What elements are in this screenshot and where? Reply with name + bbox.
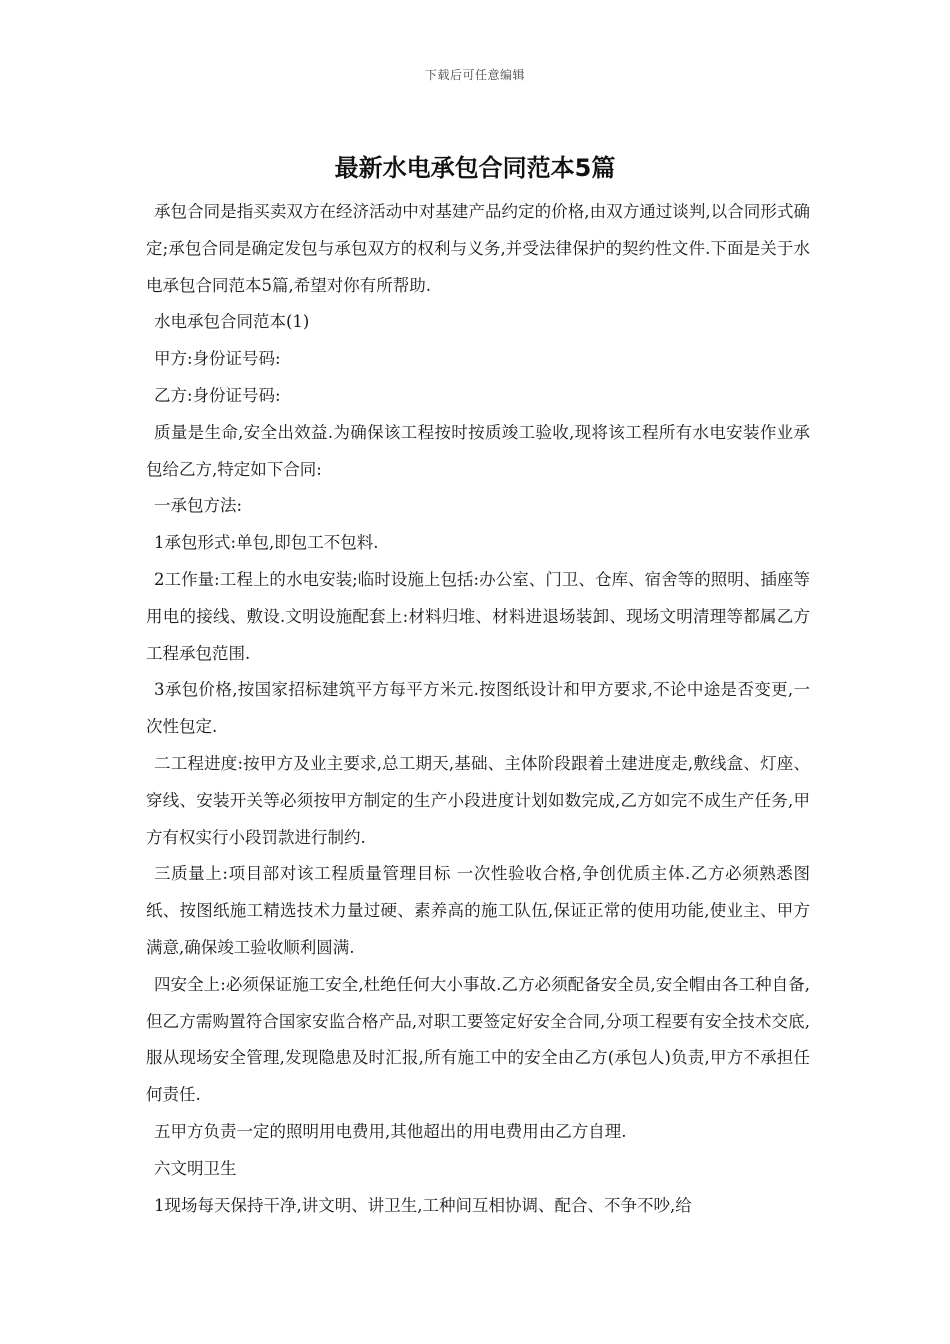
paragraph-clause-4: 四安全上:必须保证施工安全,杜绝任何大小事故.乙方必须配备安全员,安全帽由各工种自备,但乙方需购置符合国家安监合格产品,对职工要签定好安全合同,分项工程要有安全技术交底,服从现场安全管理,发现隐患及时汇报,所有施工中的安全由乙方(承包人)负责,甲方不承担任何责任. (146, 974, 810, 1105)
paragraph-preamble: 质量是生命,安全出效益.为确保该工程按时按质竣工验收,现将该工程所有水电安装作业承包给乙方,特定如下合同: (146, 422, 810, 479)
paragraph-intro: 承包合同是指买卖双方在经济活动中对基建产品约定的价格,由双方通过谈判,以合同形式确定;承包合同是确定发包与承包双方的权利与义务,并受法律保护的契约性文件.下面是关于水电承包合同范本5篇,希望对你有所帮助. (146, 202, 810, 295)
paragraph-clause-2: 二工程进度:按甲方及业主要求,总工期天,基础、主体阶段跟着土建进度走,敷线盒、灯座、穿线、安装开关等必须按甲方制定的生产小段进度计划如数完成,乙方如完不成生产任务,甲方有权实行小段罚款进行制约. (146, 753, 810, 847)
document-title: 最新水电承包合同范本5篇 (334, 154, 616, 182)
document-body (146, 194, 810, 1224)
paragraph-clause-1-3: 3承包价格,按国家招标建筑平方每平方米元.按图纸设计和甲方要求,不论中途是否变更,一次性包定. (146, 680, 810, 737)
paragraph-clause-1-1: 1承包形式:单包,即包工不包料. (154, 533, 379, 553)
paragraph-party-a: 甲方:身份证号码: (154, 349, 281, 369)
paragraph-clause-1-heading: 一承包方法: (154, 496, 243, 516)
paragraph-section-heading: 水电承包合同范本(1) (154, 312, 310, 332)
page-header-note: 下载后可任意编辑 (424, 68, 525, 82)
paragraph-party-b: 乙方:身份证号码: (154, 385, 281, 405)
paragraph-clause-5: 五甲方负责一定的照明用电费用,其他超出的用电费用由乙方自理. (154, 1121, 627, 1141)
paragraph-clause-6-1: 1现场每天保持干净,讲文明、讲卫生,工种间互相协调、配合、不争不吵,给 (154, 1195, 692, 1215)
paragraph-clause-1-2: 2工作量:工程上的水电安装;临时设施上包括:办公室、门卫、仓库、宿舍等的照明、插座等用电的接线、敷设.文明设施配套上:材料归堆、材料进退场装卸、现场文明清理等都属乙方工程承包范围. (146, 569, 810, 663)
paragraph-clause-6-heading: 六文明卫生 (154, 1158, 237, 1178)
paragraph-clause-3: 三质量上:项目部对该工程质量管理目标 一次性验收合格,争创优质主体.乙方必须熟悉图纸、按图纸施工精选技术力量过硬、素养高的施工队伍,保证正常的使用功能,使业主、甲方满意,确保竣工验收顺利圆满. (146, 864, 810, 957)
